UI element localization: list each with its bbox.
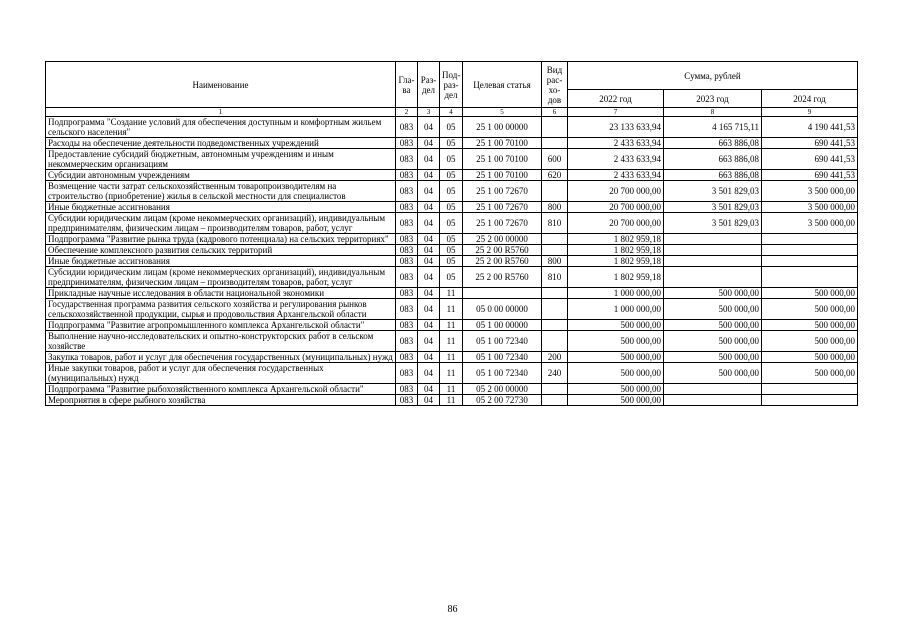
row-amount-2022: 20 700 000,00 <box>568 213 664 234</box>
row-podrazdel: 05 <box>440 267 463 288</box>
table-row <box>46 256 858 267</box>
row-podrazdel: 11 <box>440 363 463 384</box>
row-name: Подпрограмма "Создание условий для обеспечения доступным и комфортным жильем сельского населения" <box>46 117 396 138</box>
row-name: Прикладные научные исследования в области национальной экономики <box>46 288 396 299</box>
row-name: Выполнение научно-исследовательских и опытно-конструкторских работ в сельском хозяйстве <box>46 331 396 352</box>
row-amount-2023: 500 000,00 <box>664 363 762 384</box>
table-row <box>46 299 858 320</box>
row-name: Предоставление субсидий бюджетным, автономным учреждениям и иным некоммерческим организациям <box>46 149 396 170</box>
table-row <box>46 352 858 363</box>
row-amount-2023: 3 501 829,03 <box>664 202 762 213</box>
row-razdel: 04 <box>418 149 440 170</box>
row-amount-2024: 500 000,00 <box>762 352 858 363</box>
col-number: 1 <box>46 108 396 117</box>
row-amount-2023 <box>664 256 762 267</box>
row-glava: 083 <box>396 331 418 352</box>
row-glava: 083 <box>396 299 418 320</box>
header-year-2023: 2023 год <box>664 90 762 108</box>
row-vid <box>542 181 568 202</box>
row-podrazdel: 05 <box>440 117 463 138</box>
row-glava: 083 <box>396 395 418 406</box>
row-glava: 083 <box>396 267 418 288</box>
row-name: Мероприятия в сфере рыбного хозяйства <box>46 395 396 406</box>
row-celevaya: 05 1 00 72340 <box>463 352 542 363</box>
row-vid: 810 <box>542 213 568 234</box>
row-vid <box>542 395 568 406</box>
col-number: 5 <box>463 108 542 117</box>
row-glava: 083 <box>396 234 418 245</box>
row-amount-2023 <box>664 384 762 395</box>
table-row <box>46 149 858 170</box>
row-celevaya: 05 1 00 00000 <box>463 320 542 331</box>
row-podrazdel: 05 <box>440 170 463 181</box>
col-number: 7 <box>568 108 664 117</box>
col-number: 8 <box>664 108 762 117</box>
row-razdel: 04 <box>418 320 440 331</box>
row-amount-2024 <box>762 234 858 245</box>
row-podrazdel: 05 <box>440 202 463 213</box>
row-vid <box>542 138 568 149</box>
row-amount-2024: 3 500 000,00 <box>762 213 858 234</box>
header-celevaya: Целевая статья <box>463 62 542 108</box>
row-amount-2022: 1 802 959,18 <box>568 234 664 245</box>
row-amount-2022: 1 802 959,18 <box>568 245 664 256</box>
row-amount-2023: 663 886,08 <box>664 149 762 170</box>
row-amount-2022: 2 433 633,94 <box>568 170 664 181</box>
row-celevaya: 25 1 00 00000 <box>463 117 542 138</box>
table-row <box>46 395 858 406</box>
row-podrazdel: 11 <box>440 384 463 395</box>
row-podrazdel: 11 <box>440 299 463 320</box>
row-razdel: 04 <box>418 202 440 213</box>
row-podrazdel: 05 <box>440 213 463 234</box>
row-razdel: 04 <box>418 213 440 234</box>
row-razdel: 04 <box>418 352 440 363</box>
row-amount-2022: 1 802 959,18 <box>568 256 664 267</box>
row-vid <box>542 117 568 138</box>
row-glava: 083 <box>396 288 418 299</box>
row-podrazdel: 11 <box>440 331 463 352</box>
table-row <box>46 363 858 384</box>
header-year-2022: 2022 год <box>568 90 664 108</box>
table-row <box>46 213 858 234</box>
row-amount-2024 <box>762 256 858 267</box>
header-razdel: Раз-дел <box>418 62 440 108</box>
row-celevaya: 25 1 00 72670 <box>463 213 542 234</box>
row-celevaya: 05 2 00 00000 <box>463 384 542 395</box>
row-amount-2022: 500 000,00 <box>568 320 664 331</box>
table-row <box>46 245 858 256</box>
row-razdel: 04 <box>418 170 440 181</box>
row-amount-2023: 500 000,00 <box>664 299 762 320</box>
row-amount-2023 <box>664 395 762 406</box>
row-amount-2023: 500 000,00 <box>664 320 762 331</box>
row-razdel: 04 <box>418 181 440 202</box>
row-amount-2023: 500 000,00 <box>664 288 762 299</box>
row-name: Подпрограмма "Развитие рынка труда (кадрового потенциала) на сельских территориях" <box>46 234 396 245</box>
row-amount-2023: 663 886,08 <box>664 138 762 149</box>
row-razdel: 04 <box>418 267 440 288</box>
table-row <box>46 384 858 395</box>
row-razdel: 04 <box>418 245 440 256</box>
row-vid <box>542 245 568 256</box>
row-amount-2022: 2 433 633,94 <box>568 138 664 149</box>
row-podrazdel: 11 <box>440 395 463 406</box>
row-amount-2022: 1 000 000,00 <box>568 299 664 320</box>
row-glava: 083 <box>396 202 418 213</box>
row-amount-2022: 500 000,00 <box>568 331 664 352</box>
row-razdel: 04 <box>418 138 440 149</box>
row-amount-2022: 500 000,00 <box>568 384 664 395</box>
row-celevaya: 05 2 00 72730 <box>463 395 542 406</box>
table-row <box>46 234 858 245</box>
row-vid <box>542 331 568 352</box>
row-razdel: 04 <box>418 256 440 267</box>
row-razdel: 04 <box>418 288 440 299</box>
col-number: 2 <box>396 108 418 117</box>
row-amount-2024: 500 000,00 <box>762 288 858 299</box>
row-razdel: 04 <box>418 384 440 395</box>
row-amount-2024: 690 441,53 <box>762 138 858 149</box>
row-vid: 240 <box>542 363 568 384</box>
table-row <box>46 267 858 288</box>
row-celevaya: 25 1 00 70100 <box>463 149 542 170</box>
row-amount-2022: 500 000,00 <box>568 395 664 406</box>
header-year-2024: 2024 год <box>762 90 858 108</box>
row-amount-2024: 500 000,00 <box>762 320 858 331</box>
col-number: 9 <box>762 108 858 117</box>
table-row <box>46 202 858 213</box>
row-amount-2023: 663 886,08 <box>664 170 762 181</box>
row-amount-2024: 690 441,53 <box>762 170 858 181</box>
row-amount-2024: 4 190 441,53 <box>762 117 858 138</box>
row-celevaya: 25 2 00 00000 <box>463 234 542 245</box>
row-celevaya: 25 2 00 R5760 <box>463 245 542 256</box>
header-glava: Гла-ва <box>396 62 418 108</box>
row-name: Подпрограмма "Развитие агропромышленного комплекса Архангельской области" <box>46 320 396 331</box>
budget-table <box>45 61 858 406</box>
row-celevaya: 05 1 00 72340 <box>463 331 542 352</box>
row-glava: 083 <box>396 138 418 149</box>
row-amount-2024 <box>762 395 858 406</box>
row-razdel: 04 <box>418 234 440 245</box>
header-name: Наименование <box>46 62 396 108</box>
row-glava: 083 <box>396 320 418 331</box>
row-amount-2022: 20 700 000,00 <box>568 181 664 202</box>
row-amount-2024: 690 441,53 <box>762 149 858 170</box>
row-celevaya <box>463 288 542 299</box>
row-vid <box>542 299 568 320</box>
row-glava: 083 <box>396 363 418 384</box>
row-amount-2022: 500 000,00 <box>568 352 664 363</box>
row-amount-2022: 1 000 000,00 <box>568 288 664 299</box>
row-vid <box>542 320 568 331</box>
row-amount-2024 <box>762 245 858 256</box>
header-row <box>46 62 858 90</box>
row-glava: 083 <box>396 256 418 267</box>
row-celevaya: 25 1 00 72670 <box>463 181 542 202</box>
row-podrazdel: 11 <box>440 352 463 363</box>
row-vid: 200 <box>542 352 568 363</box>
row-celevaya: 05 1 00 72340 <box>463 363 542 384</box>
row-name: Расходы на обеспечение деятельности подведомственных учреждений <box>46 138 396 149</box>
row-amount-2023 <box>664 267 762 288</box>
table-row <box>46 117 858 138</box>
table-row <box>46 331 858 352</box>
row-amount-2024: 500 000,00 <box>762 331 858 352</box>
row-razdel: 04 <box>418 395 440 406</box>
row-razdel: 04 <box>418 299 440 320</box>
row-name: Обеспечение комплексного развития сельских территорий <box>46 245 396 256</box>
row-name: Субсидии автономным учреждениям <box>46 170 396 181</box>
row-celevaya: 25 1 00 70100 <box>463 138 542 149</box>
row-name: Закупка товаров, работ и услуг для обеспечения государственных (муниципальных) нужд <box>46 352 396 363</box>
row-vid <box>542 234 568 245</box>
row-amount-2023 <box>664 245 762 256</box>
row-razdel: 04 <box>418 363 440 384</box>
row-amount-2023: 3 501 829,03 <box>664 181 762 202</box>
row-name: Возмещение части затрат сельскохозяйственным товаропроизводителям на строительство (приобретение) жилья в сельской местности для специалистов <box>46 181 396 202</box>
row-celevaya: 25 2 00 R5760 <box>463 256 542 267</box>
row-name: Государственная программа развития сельского хозяйства и регулирования рынков сельскохозяйственной продукции, сырья и продовольствия Архангельской области <box>46 299 396 320</box>
row-vid <box>542 384 568 395</box>
row-glava: 083 <box>396 170 418 181</box>
table-row <box>46 170 858 181</box>
row-amount-2024: 3 500 000,00 <box>762 202 858 213</box>
row-name: Иные бюджетные ассигнования <box>46 256 396 267</box>
row-glava: 083 <box>396 384 418 395</box>
row-amount-2023: 500 000,00 <box>664 331 762 352</box>
row-podrazdel: 05 <box>440 138 463 149</box>
row-amount-2024 <box>762 384 858 395</box>
col-number: 6 <box>542 108 568 117</box>
row-celevaya: 25 2 00 R5760 <box>463 267 542 288</box>
row-amount-2022: 1 802 959,18 <box>568 267 664 288</box>
row-name: Субсидии юридическим лицам (кроме некоммерческих организаций), индивидуальным предпринимателям, физическим лицам – производителям товаров, работ, услуг <box>46 213 396 234</box>
row-podrazdel: 05 <box>440 234 463 245</box>
row-amount-2024: 500 000,00 <box>762 299 858 320</box>
row-glava: 083 <box>396 352 418 363</box>
row-celevaya: 25 1 00 72670 <box>463 202 542 213</box>
row-name: Иные закупки товаров, работ и услуг для обеспечения государственных (муниципальных) нужд <box>46 363 396 384</box>
row-name: Субсидии юридическим лицам (кроме некоммерческих организаций), индивидуальным предпринимателям, физическим лицам – производителям товаров, работ, услуг <box>46 267 396 288</box>
row-name: Иные бюджетные ассигнования <box>46 202 396 213</box>
column-numbers-row <box>46 108 858 117</box>
header-vid: Вид рас-хо-дов <box>542 62 568 108</box>
col-number: 4 <box>440 108 463 117</box>
col-number: 3 <box>418 108 440 117</box>
table-row <box>46 181 858 202</box>
row-name: Подпрограмма "Развитие рыбохозяйственного комплекса Архангельской области" <box>46 384 396 395</box>
row-amount-2023: 4 165 715,11 <box>664 117 762 138</box>
table-row <box>46 138 858 149</box>
row-razdel: 04 <box>418 117 440 138</box>
row-celevaya: 05 0 00 00000 <box>463 299 542 320</box>
row-amount-2023: 3 501 829,03 <box>664 213 762 234</box>
row-amount-2022: 2 433 633,94 <box>568 149 664 170</box>
row-amount-2024 <box>762 267 858 288</box>
header-summa: Сумма, рублей <box>568 62 858 90</box>
row-glava: 083 <box>396 181 418 202</box>
header-podrazdel: Под-раз-дел <box>440 62 463 108</box>
row-vid: 600 <box>542 149 568 170</box>
row-podrazdel: 05 <box>440 149 463 170</box>
row-podrazdel: 11 <box>440 288 463 299</box>
row-amount-2023: 500 000,00 <box>664 352 762 363</box>
row-podrazdel: 05 <box>440 181 463 202</box>
page-number: 86 <box>447 604 458 615</box>
row-vid: 800 <box>542 202 568 213</box>
row-amount-2022: 20 700 000,00 <box>568 202 664 213</box>
row-amount-2022: 500 000,00 <box>568 363 664 384</box>
table-row <box>46 288 858 299</box>
table-row <box>46 320 858 331</box>
row-glava: 083 <box>396 245 418 256</box>
row-podrazdel: 05 <box>440 256 463 267</box>
table-body <box>46 117 858 406</box>
row-glava: 083 <box>396 117 418 138</box>
row-amount-2023 <box>664 234 762 245</box>
row-vid: 620 <box>542 170 568 181</box>
row-razdel: 04 <box>418 331 440 352</box>
row-amount-2024: 500 000,00 <box>762 363 858 384</box>
row-celevaya: 25 1 00 70100 <box>463 170 542 181</box>
row-vid <box>542 288 568 299</box>
row-podrazdel: 11 <box>440 320 463 331</box>
row-vid: 800 <box>542 256 568 267</box>
row-glava: 083 <box>396 213 418 234</box>
row-glava: 083 <box>396 149 418 170</box>
row-amount-2024: 3 500 000,00 <box>762 181 858 202</box>
row-amount-2022: 23 133 633,94 <box>568 117 664 138</box>
row-podrazdel: 05 <box>440 245 463 256</box>
row-vid: 810 <box>542 267 568 288</box>
